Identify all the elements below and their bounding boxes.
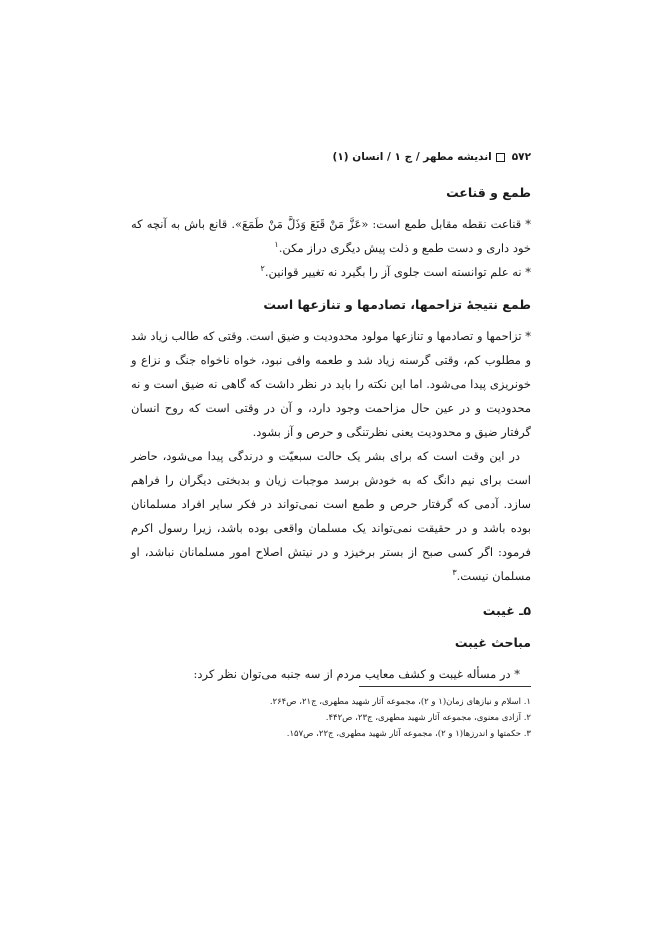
section-heading-conflicts: طمع نتیجهٔ تزاحمها، تصادمها و تنازعها است [263,297,531,312]
section-heading-backbiting-topics: مباحث غیبت [454,635,531,650]
section-heading-backbiting: ۵ـ غیبت [482,603,531,618]
running-header [130,148,531,166]
footnote-divider [359,686,531,687]
footnote: ۳. حکمتها و اندرزها(۱ و ۲)، مجموعه آثار شهید مطهری، ج۲۲، ص۱۵۷. [286,729,531,739]
footnote-ref: ۱ [274,240,279,250]
paragraph: * تزاحمها و تصادمها و تنازعها مولود محدودیت و ضیق است. وقتی که طالب زیاد شد و مطلوب کم، وقتی گرسنه زیاد شد و طعمه وافی نبود، خواه ناخواه جنگ و نزاع و خونریزی پیدا می‌شود. اما این نکته را باید در نظر داشت که گاهی نه ضیق است و نه محدودیت و در عین حال مزاحمت وجود دارد، و آن در وقتی است که روح انسان گرفتار ضیق و محدودیت یعنی نظرتنگی و حرص و آز بشود. [131,329,531,439]
main-text [131,182,531,686]
footnote-ref: ۳ [452,568,457,578]
paragraph: * در مسأله غیبت و کشف معایب مردم از سه جنبه می‌توان نظر کرد: [193,667,520,681]
footnote-ref: ۲ [260,264,265,274]
paragraph: * نه علم توانسته است جلوی آز را بگیرد نه تغییر قوانین.$^۲$ [260,264,531,279]
paragraph: * قناعت نقطه مقابل طمع است: «عَزَّ مَنْ قَنَعَ وَذَلَّ مَنْ طَمَعَ». قانع باش به آنچه که خود داری و دست طمع و ذلت پیش دیگری دراز مکن.$^۱$ [131,217,531,255]
page-number: ۵۷۲ [511,151,531,163]
section-heading-greed-contentment: طمع و قناعت [446,185,531,200]
running-title: اندیشه مطهر / ج ۱ / انسان (۱) [332,151,492,163]
paragraph: در این وقت است که برای بشر یک حالت سبعیّت و درندگی پیدا می‌شود، حاضر است برای نیم دانگ که به خودش برسد موجبات زیان و بدبختی دیگران را فراهم سازد. آدمی که گرفتار حرص و طمع است نمی‌تواند در فکر سایر افراد مسلمانان بوده باشد و در حقیقت نمی‌تواند یک مسلمان واقعی بوده باشد، زیرا رسول اکرم فرمود: اگر کسی صبح از بستر برخیزد و در نیتش اصلاح امور مسلمانان نباشد، او مسلمان نیست.$^۳$ [131,449,531,583]
footnote: ۱. اسلام و نیازهای زمان(۱ و ۲)، مجموعه آثار شهید مطهری، ج۲۱، ص۲۶۴. [269,697,531,707]
square-bullet-icon [496,153,505,162]
footnote: ۲. آزادی معنوی، مجموعه آثار شهید مطهری، ج۲۳، ص۴۴۲. [325,713,531,723]
footnotes [131,694,531,742]
